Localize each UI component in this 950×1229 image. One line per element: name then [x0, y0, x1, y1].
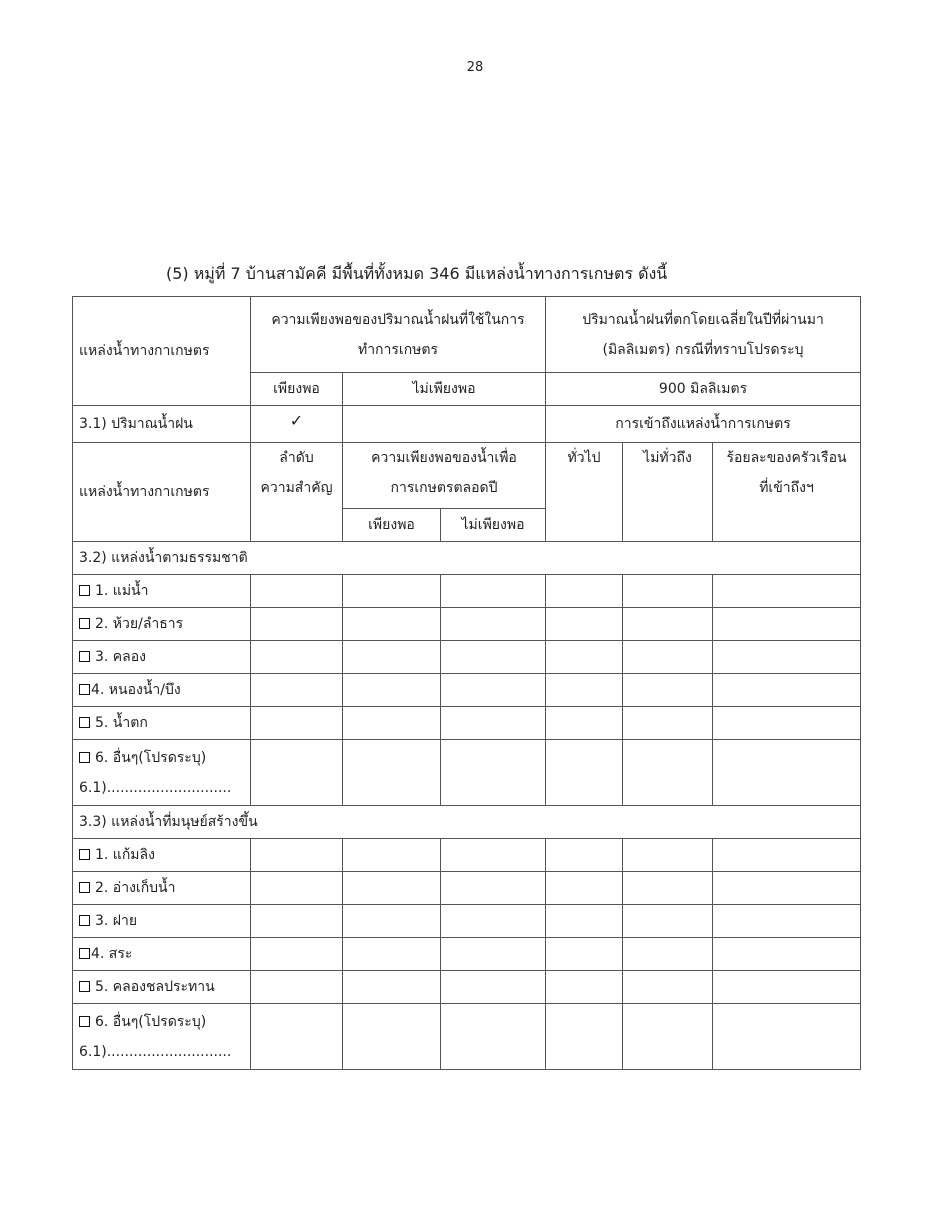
cell[interactable]: [441, 575, 546, 608]
page-title: (5) หมู่ที่ 7 บ้านสามัคคี มีพื้นที่ทั้งหมด 346 มีแหล่งน้ำทางการเกษตร ดังนี้: [166, 264, 668, 283]
cell[interactable]: [623, 674, 713, 707]
manmade-item: [73, 971, 251, 1004]
access-label: การเข้าถึงแหล่งน้ำการเกษตร: [546, 406, 861, 443]
header-year-sufficiency-line2: การเกษตรตลอดปี: [390, 480, 498, 496]
natural-item: [73, 575, 251, 608]
cell[interactable]: [251, 674, 343, 707]
checkbox[interactable]: [79, 585, 90, 596]
cell[interactable]: [546, 641, 623, 674]
cell[interactable]: [623, 971, 713, 1004]
checkbox[interactable]: [79, 651, 90, 662]
natural-item: [73, 674, 251, 707]
table-row: [73, 641, 861, 674]
natural-other-label: 6. อื่นๆ(โปรดระบุ): [95, 749, 207, 766]
cell[interactable]: [343, 1004, 441, 1070]
cell[interactable]: [343, 608, 441, 641]
cell[interactable]: [713, 641, 861, 674]
cell[interactable]: [441, 707, 546, 740]
header-avg-rain: [546, 297, 861, 373]
header2-insufficient: ไม่เพียงพอ: [441, 509, 546, 542]
manmade-item-label: 5. คลองชลประทาน: [95, 979, 215, 995]
checkbox[interactable]: [79, 948, 90, 959]
manmade-item: [73, 872, 251, 905]
cell[interactable]: [251, 641, 343, 674]
cell[interactable]: [623, 839, 713, 872]
cell[interactable]: [251, 872, 343, 905]
header-household-pct-line1: ร้อยละของครัวเรือน: [726, 450, 847, 466]
header-year-sufficiency-line1: ความเพียงพอของน้ำเพื่อ: [371, 450, 517, 466]
cell[interactable]: [343, 575, 441, 608]
cell[interactable]: [713, 674, 861, 707]
header-household-pct-line2: ที่เข้าถึงฯ: [759, 480, 814, 496]
table-row: [73, 905, 861, 938]
header2-source-label: แหล่งน้ำทางกาเกษตร: [79, 484, 210, 500]
cell[interactable]: [623, 1004, 713, 1070]
cell[interactable]: [251, 971, 343, 1004]
checkbox[interactable]: [79, 684, 90, 695]
manmade-other: [73, 1004, 251, 1070]
cell[interactable]: [343, 674, 441, 707]
cell[interactable]: [343, 971, 441, 1004]
rain-value: 900 มิลลิเมตร: [546, 373, 861, 406]
cell[interactable]: [713, 872, 861, 905]
cell[interactable]: [343, 707, 441, 740]
cell[interactable]: [623, 740, 713, 806]
natural-item: [73, 707, 251, 740]
water-source-table: [72, 296, 861, 1070]
checkbox[interactable]: [79, 882, 90, 893]
table-row: [73, 608, 861, 641]
rain-insufficient-cell[interactable]: [343, 406, 546, 443]
cell[interactable]: [713, 839, 861, 872]
natural-item-label: 5. น้ำตก: [95, 715, 148, 731]
checkbox[interactable]: [79, 618, 90, 629]
cell[interactable]: [546, 839, 623, 872]
checkbox[interactable]: [79, 981, 90, 992]
cell[interactable]: [713, 971, 861, 1004]
header-rain-sufficiency-line2: ทำการเกษตร: [357, 341, 439, 358]
cell[interactable]: [441, 740, 546, 806]
manmade-item: [73, 905, 251, 938]
rain-row-label: 3.1) ปริมาณน้ำฝน: [73, 406, 251, 443]
cell[interactable]: [441, 839, 546, 872]
natural-item-label: 3. คลอง: [95, 649, 146, 665]
natural-item-label: 2. ห้วย/ลำธาร: [95, 616, 184, 632]
cell[interactable]: [441, 608, 546, 641]
cell[interactable]: [546, 575, 623, 608]
checkmark-icon: ✓: [289, 411, 304, 430]
cell[interactable]: [343, 839, 441, 872]
natural-item-label: 1. แม่น้ำ: [95, 583, 149, 599]
header-sufficient: เพียงพอ: [251, 373, 343, 406]
cell[interactable]: [441, 1004, 546, 1070]
header2-sufficient: เพียงพอ: [343, 509, 441, 542]
cell[interactable]: [251, 905, 343, 938]
cell[interactable]: [713, 575, 861, 608]
cell[interactable]: [546, 938, 623, 971]
header-insufficient: ไม่เพียงพอ: [343, 373, 546, 406]
header-rank-line2: ความสำคัญ: [260, 480, 333, 496]
header-year-sufficiency: [343, 443, 546, 509]
cell[interactable]: [343, 740, 441, 806]
cell[interactable]: [546, 608, 623, 641]
cell[interactable]: [546, 707, 623, 740]
cell[interactable]: [251, 575, 343, 608]
cell[interactable]: [623, 872, 713, 905]
cell[interactable]: [713, 707, 861, 740]
cell[interactable]: [343, 641, 441, 674]
table-row: [73, 1004, 861, 1070]
table-row: [73, 674, 861, 707]
cell[interactable]: [441, 641, 546, 674]
header-rank-line1: ลำดับ: [279, 450, 314, 466]
checkbox[interactable]: [79, 1016, 90, 1027]
natural-item-label: 4. หนองน้ำ/บึง: [91, 682, 181, 698]
manmade-item-label: 3. ฝาย: [95, 913, 138, 929]
cell[interactable]: [713, 740, 861, 806]
cell[interactable]: [546, 740, 623, 806]
manmade-item: [73, 839, 251, 872]
cell[interactable]: [441, 938, 546, 971]
cell[interactable]: [251, 608, 343, 641]
cell[interactable]: [251, 1004, 343, 1070]
natural-other: [73, 740, 251, 806]
natural-item: [73, 641, 251, 674]
cell[interactable]: [713, 938, 861, 971]
page-number: 28: [466, 60, 484, 75]
cell[interactable]: [343, 872, 441, 905]
header-general: ทั่วไป: [546, 443, 623, 542]
header-source-label: แหล่งน้ำทางกาเกษตร: [79, 343, 210, 359]
checkbox[interactable]: [79, 752, 90, 763]
header-rank: [251, 443, 343, 542]
cell[interactable]: [623, 938, 713, 971]
rain-sufficient-check[interactable]: [251, 406, 343, 443]
manmade-item-label: 4. สระ: [91, 946, 133, 962]
checkbox[interactable]: [79, 849, 90, 860]
manmade-other-label: 6. อื่นๆ(โปรดระบุ): [95, 1013, 207, 1030]
manmade-item-label: 2. อ่างเก็บน้ำ: [95, 880, 176, 896]
manmade-item-label: 1. แก้มลิง: [95, 847, 155, 863]
header-rain-sufficiency-line1: ความเพียงพอของปริมาณน้ำฝนที่ใช้ในการ: [271, 311, 525, 328]
cell[interactable]: [713, 1004, 861, 1070]
manmade-other-sub[interactable]: 6.1)............................: [79, 1043, 232, 1060]
cell[interactable]: [546, 971, 623, 1004]
cell[interactable]: [251, 839, 343, 872]
cell[interactable]: [546, 905, 623, 938]
cell[interactable]: [623, 641, 713, 674]
cell[interactable]: [623, 707, 713, 740]
cell[interactable]: [713, 905, 861, 938]
table-row: [73, 872, 861, 905]
header-avg-rain-line2: (มิลลิเมตร) กรณีที่ทราบโปรดระบุ: [602, 341, 804, 358]
cell[interactable]: [546, 1004, 623, 1070]
cell[interactable]: [546, 674, 623, 707]
header-household-pct: [713, 443, 861, 542]
table-row: [73, 740, 861, 806]
natural-item: [73, 608, 251, 641]
table-row: [73, 575, 861, 608]
table-row: [73, 839, 861, 872]
table-row: [73, 938, 861, 971]
cell[interactable]: [441, 872, 546, 905]
cell[interactable]: [251, 938, 343, 971]
cell[interactable]: [713, 608, 861, 641]
natural-section-label: 3.2) แหล่งน้ำตามธรรมชาติ: [73, 542, 861, 575]
table-row: [73, 971, 861, 1004]
header-rain-sufficiency: [251, 297, 546, 373]
header2-source-cell: [73, 443, 251, 542]
cell[interactable]: [546, 872, 623, 905]
cell[interactable]: [623, 575, 713, 608]
manmade-item: [73, 938, 251, 971]
header-source-cell: [73, 297, 251, 406]
cell[interactable]: [441, 674, 546, 707]
checkbox[interactable]: [79, 717, 90, 728]
table-row: [73, 707, 861, 740]
cell[interactable]: [251, 707, 343, 740]
header-avg-rain-line1: ปริมาณน้ำฝนที่ตกโดยเฉลี่ยในปีที่ผ่านมา: [582, 311, 824, 328]
cell[interactable]: [623, 905, 713, 938]
manmade-section-label: 3.3) แหล่งน้ำที่มนุษย์สร้างขึ้น: [73, 806, 861, 839]
cell[interactable]: [251, 740, 343, 806]
checkbox[interactable]: [79, 915, 90, 926]
natural-other-sub[interactable]: 6.1)............................: [79, 779, 232, 796]
cell[interactable]: [441, 971, 546, 1004]
cell[interactable]: [441, 905, 546, 938]
header-not-thorough: ไม่ทั่วถึง: [623, 443, 713, 542]
cell[interactable]: [343, 938, 441, 971]
cell[interactable]: [343, 905, 441, 938]
cell[interactable]: [623, 608, 713, 641]
